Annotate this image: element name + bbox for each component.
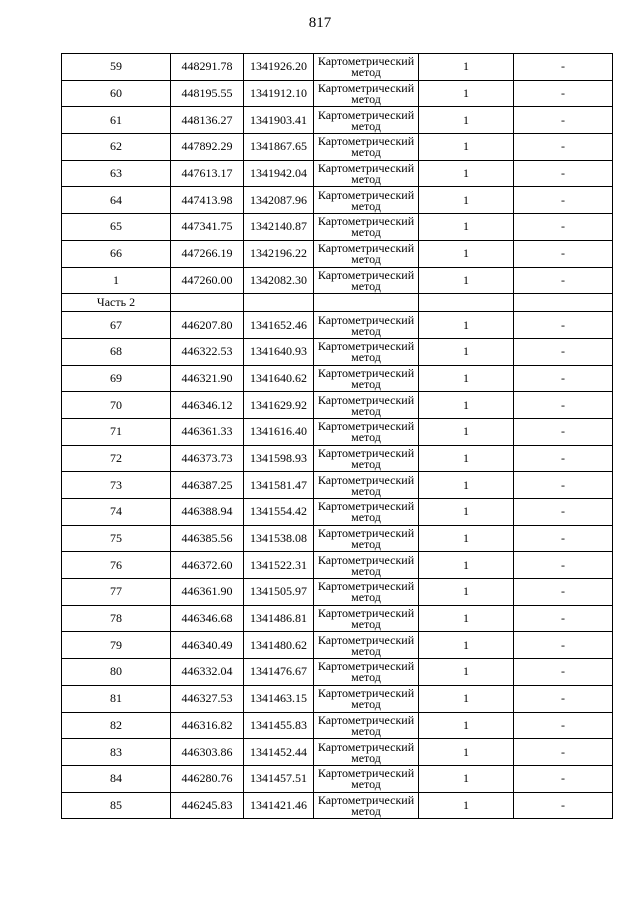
table-row <box>62 712 613 739</box>
table-row <box>62 338 613 365</box>
table-row <box>62 365 613 392</box>
method-line2: метод <box>351 483 381 498</box>
method-line1: Картометрический <box>317 792 415 807</box>
accuracy: 1 <box>419 659 514 686</box>
empty-cell <box>171 294 244 312</box>
accuracy: 1 <box>419 685 514 712</box>
coordinate-x: 446346.68 <box>171 605 244 632</box>
table-row <box>62 659 613 686</box>
method-cell <box>314 214 419 241</box>
method-cell <box>314 552 419 579</box>
method-line1: Картометрический <box>317 312 415 327</box>
coordinate-x: 446387.25 <box>171 472 244 499</box>
coordinate-y: 1341452.44 <box>244 739 314 766</box>
accuracy: 1 <box>419 107 514 134</box>
method-line1: Картометрический <box>317 445 415 460</box>
accuracy: 1 <box>419 525 514 552</box>
method-cell <box>314 632 419 659</box>
coordinate-y: 1341867.65 <box>244 134 314 161</box>
method-line2: метод <box>351 590 381 605</box>
table-row <box>62 765 613 792</box>
table-row <box>62 392 613 419</box>
method-line1: Картометрический <box>317 766 415 781</box>
point-number: 75 <box>62 525 171 552</box>
method-cell <box>314 739 419 766</box>
method-line2: метод <box>351 563 381 578</box>
method-line2: метод <box>351 697 381 712</box>
accuracy: 1 <box>419 418 514 445</box>
table-row <box>62 525 613 552</box>
coordinate-y: 1341926.20 <box>244 54 314 81</box>
method-line1: Картометрический <box>317 552 415 567</box>
method-line2: метод <box>351 456 381 471</box>
description: - <box>514 312 613 339</box>
description: - <box>514 134 613 161</box>
accuracy: 1 <box>419 499 514 526</box>
accuracy: 1 <box>419 739 514 766</box>
description: - <box>514 659 613 686</box>
empty-cell <box>419 294 514 312</box>
accuracy: 1 <box>419 54 514 81</box>
coordinate-y: 1342087.96 <box>244 187 314 214</box>
coordinate-y: 1341455.83 <box>244 712 314 739</box>
accuracy: 1 <box>419 214 514 241</box>
method-line1: Картометрический <box>317 419 415 434</box>
coordinate-x: 446322.53 <box>171 338 244 365</box>
method-line1: Картометрический <box>317 739 415 754</box>
point-number: 84 <box>62 765 171 792</box>
point-number: 77 <box>62 579 171 606</box>
description: - <box>514 739 613 766</box>
accuracy: 1 <box>419 765 514 792</box>
method-line2: метод <box>351 252 381 267</box>
method-cell <box>314 240 419 267</box>
description: - <box>514 214 613 241</box>
method-cell <box>314 579 419 606</box>
method-line1: Картометрический <box>317 499 415 514</box>
method-cell <box>314 445 419 472</box>
coordinate-y: 1341421.46 <box>244 792 314 819</box>
method-line2: метод <box>351 723 381 738</box>
method-line1: Картометрический <box>317 339 415 354</box>
point-number: 80 <box>62 659 171 686</box>
method-line1: Картометрический <box>317 526 415 541</box>
coordinate-y: 1341652.46 <box>244 312 314 339</box>
coordinate-x: 446245.83 <box>171 792 244 819</box>
method-line1: Картометрический <box>317 579 415 594</box>
method-line1: Картометрический <box>317 54 415 69</box>
description: - <box>514 80 613 107</box>
method-line2: метод <box>351 278 381 293</box>
description: - <box>514 160 613 187</box>
coordinate-x: 446332.04 <box>171 659 244 686</box>
point-number: 63 <box>62 160 171 187</box>
table-row <box>62 605 613 632</box>
point-number: 82 <box>62 712 171 739</box>
method-cell <box>314 792 419 819</box>
table-row <box>62 552 613 579</box>
accuracy: 1 <box>419 267 514 294</box>
accuracy: 1 <box>419 632 514 659</box>
method-line1: Картометрический <box>317 267 415 282</box>
coordinate-y: 1341942.04 <box>244 160 314 187</box>
description: - <box>514 765 613 792</box>
table-row <box>62 134 613 161</box>
point-number: 65 <box>62 214 171 241</box>
coordinate-y: 1341554.42 <box>244 499 314 526</box>
point-number: 78 <box>62 605 171 632</box>
coordinate-y: 1341640.62 <box>244 365 314 392</box>
coordinate-x: 446372.60 <box>171 552 244 579</box>
table-row <box>62 312 613 339</box>
description: - <box>514 579 613 606</box>
coordinate-x: 448195.55 <box>171 80 244 107</box>
description: - <box>514 685 613 712</box>
method-line2: метод <box>351 198 381 213</box>
method-line2: метод <box>351 172 381 187</box>
accuracy: 1 <box>419 312 514 339</box>
table-row <box>62 214 613 241</box>
method-cell <box>314 418 419 445</box>
coordinate-y: 1341581.47 <box>244 472 314 499</box>
table-row <box>62 739 613 766</box>
method-cell <box>314 499 419 526</box>
accuracy: 1 <box>419 240 514 267</box>
method-line2: метод <box>351 510 381 525</box>
method-line2: метод <box>351 92 381 107</box>
coordinate-y: 1341522.31 <box>244 552 314 579</box>
coordinate-y: 1341486.81 <box>244 605 314 632</box>
point-number: 69 <box>62 365 171 392</box>
coordinate-x: 446327.53 <box>171 685 244 712</box>
point-number: 81 <box>62 685 171 712</box>
coordinates-table <box>61 53 613 819</box>
coordinate-x: 448291.78 <box>171 54 244 81</box>
method-line2: метод <box>351 750 381 765</box>
method-line2: метод <box>351 65 381 80</box>
accuracy: 1 <box>419 338 514 365</box>
point-number: 66 <box>62 240 171 267</box>
accuracy: 1 <box>419 80 514 107</box>
point-number: 79 <box>62 632 171 659</box>
description: - <box>514 338 613 365</box>
method-line1: Картометрический <box>317 606 415 621</box>
method-line2: метод <box>351 643 381 658</box>
method-line1: Картометрический <box>317 632 415 647</box>
method-line2: метод <box>351 323 381 338</box>
point-number: 60 <box>62 80 171 107</box>
coordinate-x: 446316.82 <box>171 712 244 739</box>
method-line2: метод <box>351 350 381 365</box>
description: - <box>514 499 613 526</box>
coordinate-y: 1341903.41 <box>244 107 314 134</box>
table-row <box>62 685 613 712</box>
accuracy: 1 <box>419 605 514 632</box>
coordinate-y: 1341463.15 <box>244 685 314 712</box>
point-number: 76 <box>62 552 171 579</box>
method-cell <box>314 659 419 686</box>
coordinates-table-body <box>62 54 613 819</box>
coordinate-y: 1341476.67 <box>244 659 314 686</box>
coordinate-x: 446346.12 <box>171 392 244 419</box>
coordinate-x: 446388.94 <box>171 499 244 526</box>
point-number: 1 <box>62 267 171 294</box>
method-cell <box>314 605 419 632</box>
method-cell <box>314 160 419 187</box>
coordinate-y: 1341457.51 <box>244 765 314 792</box>
coordinate-y: 1341538.08 <box>244 525 314 552</box>
point-number: 72 <box>62 445 171 472</box>
accuracy: 1 <box>419 445 514 472</box>
point-number: 73 <box>62 472 171 499</box>
section-row <box>62 294 613 312</box>
coordinate-x: 447892.29 <box>171 134 244 161</box>
method-line1: Картометрический <box>317 107 415 122</box>
accuracy: 1 <box>419 187 514 214</box>
accuracy: 1 <box>419 712 514 739</box>
method-line1: Картометрический <box>317 365 415 380</box>
method-line2: метод <box>351 118 381 133</box>
table-row <box>62 267 613 294</box>
method-line1: Картометрический <box>317 392 415 407</box>
page-number: 817 <box>308 15 332 31</box>
method-line2: метод <box>351 617 381 632</box>
coordinate-x: 447266.19 <box>171 240 244 267</box>
method-cell <box>314 338 419 365</box>
accuracy: 1 <box>419 365 514 392</box>
point-number: 71 <box>62 418 171 445</box>
coordinate-y: 1341912.10 <box>244 80 314 107</box>
method-cell <box>314 392 419 419</box>
accuracy: 1 <box>419 579 514 606</box>
method-cell <box>314 765 419 792</box>
point-number: 68 <box>62 338 171 365</box>
table-row <box>62 80 613 107</box>
coordinate-x: 446373.73 <box>171 445 244 472</box>
coordinate-y: 1342196.22 <box>244 240 314 267</box>
table-row <box>62 445 613 472</box>
point-number: 62 <box>62 134 171 161</box>
accuracy: 1 <box>419 160 514 187</box>
accuracy: 1 <box>419 392 514 419</box>
coordinate-y: 1342082.30 <box>244 267 314 294</box>
point-number: 74 <box>62 499 171 526</box>
method-line1: Картометрический <box>317 81 415 96</box>
description: - <box>514 267 613 294</box>
accuracy: 1 <box>419 134 514 161</box>
description: - <box>514 472 613 499</box>
table-row <box>62 187 613 214</box>
method-cell <box>314 472 419 499</box>
method-cell <box>314 107 419 134</box>
description: - <box>514 792 613 819</box>
coordinate-y: 1341640.93 <box>244 338 314 365</box>
empty-cell <box>244 294 314 312</box>
method-line1: Картометрический <box>317 659 415 674</box>
method-cell <box>314 685 419 712</box>
method-line1: Картометрический <box>317 161 415 176</box>
coordinate-x: 447260.00 <box>171 267 244 294</box>
method-cell <box>314 187 419 214</box>
method-line2: метод <box>351 430 381 445</box>
table-row <box>62 107 613 134</box>
point-number: 64 <box>62 187 171 214</box>
coordinate-x: 447613.17 <box>171 160 244 187</box>
coordinate-x: 447341.75 <box>171 214 244 241</box>
method-line2: метод <box>351 537 381 552</box>
coordinate-x: 446207.80 <box>171 312 244 339</box>
description: - <box>514 187 613 214</box>
description: - <box>514 54 613 81</box>
table-row <box>62 472 613 499</box>
method-cell <box>314 134 419 161</box>
method-line2: метод <box>351 670 381 685</box>
coordinate-y: 1341598.93 <box>244 445 314 472</box>
method-cell <box>314 267 419 294</box>
table-row <box>62 240 613 267</box>
coordinate-y: 1342140.87 <box>244 214 314 241</box>
accuracy: 1 <box>419 552 514 579</box>
coordinate-y: 1341480.62 <box>244 632 314 659</box>
accuracy: 1 <box>419 472 514 499</box>
method-line1: Картометрический <box>317 686 415 701</box>
description: - <box>514 107 613 134</box>
table-row <box>62 54 613 81</box>
point-number: 59 <box>62 54 171 81</box>
description: - <box>514 418 613 445</box>
description: - <box>514 605 613 632</box>
coordinate-y: 1341505.97 <box>244 579 314 606</box>
coordinate-x: 446361.33 <box>171 418 244 445</box>
coordinate-x: 448136.27 <box>171 107 244 134</box>
method-line2: метод <box>351 403 381 418</box>
method-line1: Картометрический <box>317 214 415 229</box>
description: - <box>514 712 613 739</box>
description: - <box>514 392 613 419</box>
point-number: 61 <box>62 107 171 134</box>
coordinate-x: 446361.90 <box>171 579 244 606</box>
method-cell <box>314 525 419 552</box>
table-row <box>62 418 613 445</box>
coordinate-x: 446303.86 <box>171 739 244 766</box>
method-cell <box>314 312 419 339</box>
method-line1: Картометрический <box>317 472 415 487</box>
section-label: Часть 2 <box>62 294 171 312</box>
method-line1: Картометрический <box>317 187 415 202</box>
coordinate-x: 446340.49 <box>171 632 244 659</box>
method-cell <box>314 54 419 81</box>
description: - <box>514 525 613 552</box>
coordinate-x: 446280.76 <box>171 765 244 792</box>
table-row <box>62 499 613 526</box>
description: - <box>514 365 613 392</box>
method-line1: Картометрический <box>317 241 415 256</box>
point-number: 70 <box>62 392 171 419</box>
description: - <box>514 632 613 659</box>
method-line2: метод <box>351 376 381 391</box>
description: - <box>514 445 613 472</box>
method-cell <box>314 365 419 392</box>
table-row <box>62 579 613 606</box>
method-line1: Картометрический <box>317 134 415 149</box>
method-cell <box>314 712 419 739</box>
empty-cell <box>514 294 613 312</box>
description: - <box>514 552 613 579</box>
empty-cell <box>314 294 419 312</box>
table-row <box>62 792 613 819</box>
coordinate-x: 447413.98 <box>171 187 244 214</box>
method-line2: метод <box>351 803 381 818</box>
point-number: 85 <box>62 792 171 819</box>
table-row <box>62 632 613 659</box>
method-line2: метод <box>351 145 381 160</box>
coordinate-x: 446385.56 <box>171 525 244 552</box>
coordinate-x: 446321.90 <box>171 365 244 392</box>
method-line2: метод <box>351 225 381 240</box>
table-row <box>62 160 613 187</box>
method-line2: метод <box>351 777 381 792</box>
description: - <box>514 240 613 267</box>
accuracy: 1 <box>419 792 514 819</box>
point-number: 83 <box>62 739 171 766</box>
method-line1: Картометрический <box>317 712 415 727</box>
coordinate-y: 1341616.40 <box>244 418 314 445</box>
coordinate-y: 1341629.92 <box>244 392 314 419</box>
method-cell <box>314 80 419 107</box>
point-number: 67 <box>62 312 171 339</box>
